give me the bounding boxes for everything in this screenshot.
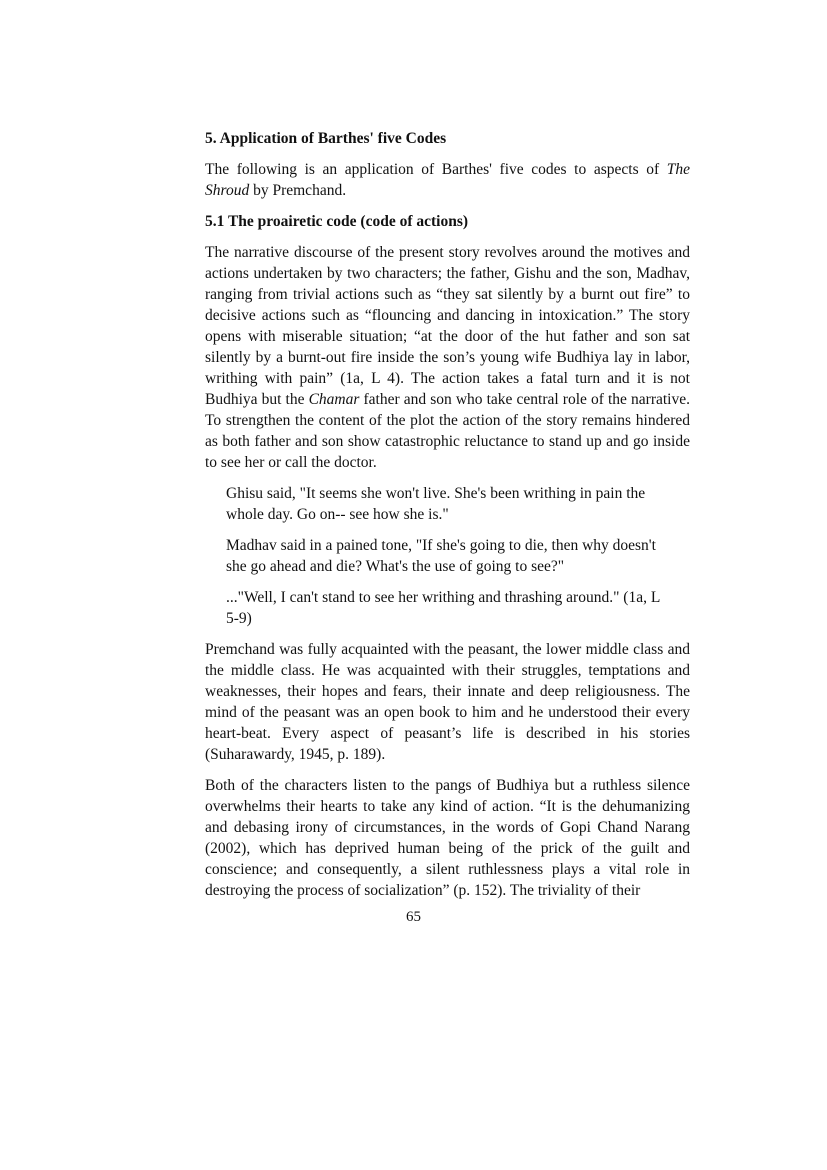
body-paragraph-1 [205,242,690,473]
block-quote [226,483,676,629]
page-body [205,128,690,901]
body-paragraph-3: Both of the characters listen to the pangs of Budhiya but a ruthless silence overwhelms their hearts to take any kind of action. “It is the dehumanizing and debasing irony of circumstances, in the words of Gopi Chand Narang (2002), which has deprived human being of the prick of the guilt and conscience; and consequently, a silent ruthlessness plays a vital role in destroying the process of socialization” (p. 152). The triviality of their [205,777,690,899]
work-title: The Shroud [205,161,690,199]
page-number: 65 [406,909,421,925]
intro-paragraph [205,159,690,201]
paragraph-1-text-a: The narrative discourse of the present story revolves around the motives and actions undertaken by two characters; the father, Gishu and the son, Madhav, ranging from trivial actions such as “they sat silently by a burnt out fire” to decisive actions such as “flouncing and dancing in intoxication.” The story opens with miserable situation; “at the door of the hut father and son sat silently by a burnt-out fire inside the son’s young wife Budhiya lay in labor, writhing with pain” (1a, L 4). The action takes a fatal turn and it is not Budhiya but the [205,244,690,408]
body-paragraph-2: Premchand was fully acquainted with the peasant, the lower middle class and the middle class. He was acquainted with their struggles, temptations and weaknesses, their hopes and fears, their innate and deep religiousness. The mind of the peasant was an open book to him and he understood their every heart-beat. Every aspect of peasant’s life is described in his stories (Suharawardy, 1945, p. 189). [205,641,690,763]
section-heading: 5. Application of Barthes' five Codes [205,130,447,147]
subsection-heading: 5.1 The proairetic code (code of actions) [205,213,469,230]
quote-line-3: ..."Well, I can't stand to see her writhing and thrashing around." (1a, L 5-9) [226,589,660,627]
intro-text-end: by Premchand. [249,182,347,199]
quote-line-1: Ghisu said, "It seems she won't live. She's been writhing in pain the whole day. Go on-- see how she is." [226,485,646,523]
quote-line-2: Madhav said in a pained tone, "If she's going to die, then why doesn't she go ahead and die? What's the use of going to see?" [226,537,656,575]
intro-text-start: The following is an application of Barthes' five codes to aspects of [205,161,667,178]
paragraph-1-italic-term: Chamar [308,391,360,408]
paragraph-1-text-b: father and son who take central role of the narrative. To strengthen the content of the plot the action of the story remains hindered as both father and son show catastrophic reluctance to stand up and go inside to see her or call the doctor. [205,391,690,471]
